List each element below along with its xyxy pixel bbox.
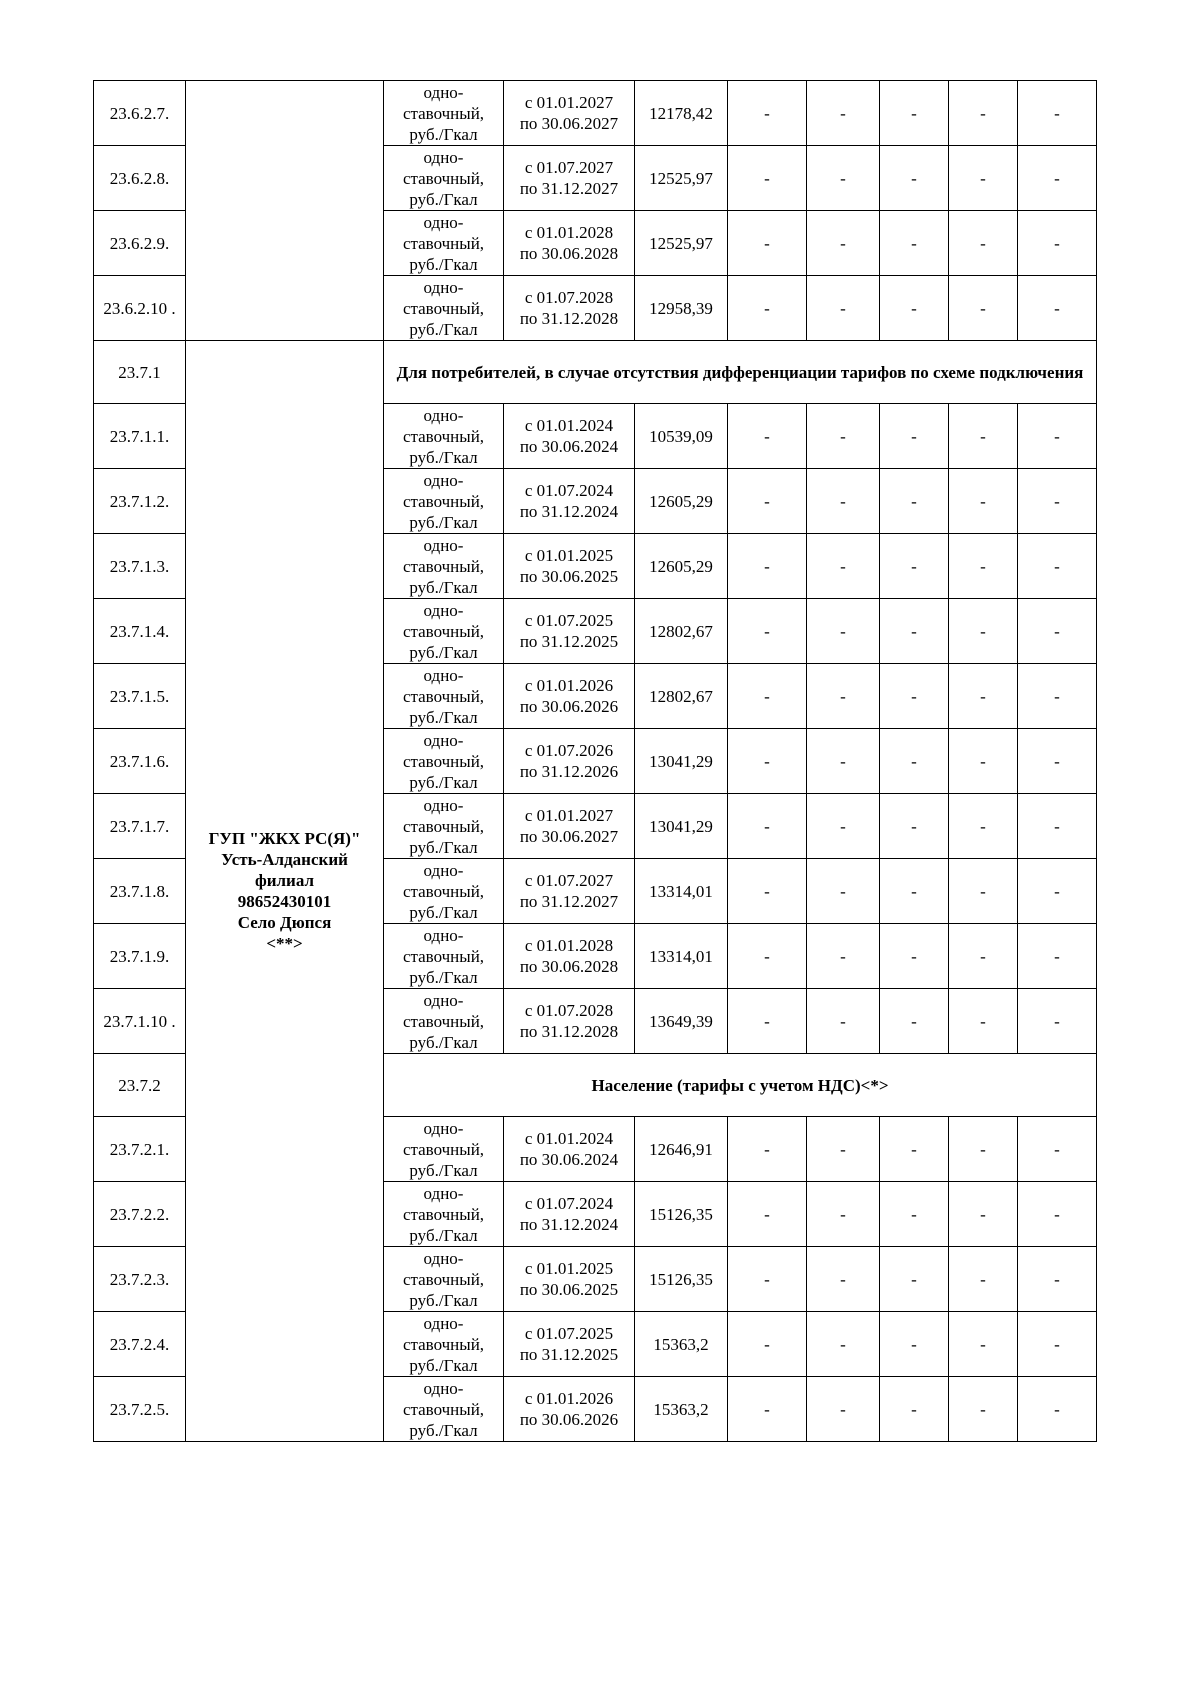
tariff-unit-line: ставочный, <box>402 1139 485 1159</box>
period-to: по 30.06.2025 <box>519 567 619 586</box>
tariff-value: 15126,35 <box>635 1247 728 1312</box>
tariff-unit <box>384 599 504 664</box>
tariff-unit-line: ставочный, <box>402 1334 485 1354</box>
empty-value-dash: - <box>1018 794 1097 859</box>
tariff-unit-line: одно- <box>423 1118 464 1138</box>
tariff-unit-line: ставочный, <box>402 298 485 318</box>
empty-value-dash: - <box>807 924 880 989</box>
empty-value-dash: - <box>728 146 807 211</box>
period-to: по 30.06.2025 <box>519 1280 619 1299</box>
tariff-unit-line: одно- <box>423 535 464 555</box>
tariff-unit-line: ставочный, <box>402 103 485 123</box>
tariff-unit-line: ставочный, <box>402 1269 485 1289</box>
period <box>504 794 635 859</box>
tariff-unit-line: одно- <box>423 470 464 490</box>
row-number: 23.7.1.4. <box>94 599 186 664</box>
tariff-unit-line: руб./Гкал <box>409 967 478 987</box>
tariff-value: 12646,91 <box>635 1117 728 1182</box>
empty-value-dash: - <box>728 211 807 276</box>
period-from: с 01.07.2027 <box>524 871 614 890</box>
empty-value-dash: - <box>1018 146 1097 211</box>
row-number: 23.6.2.8. <box>94 146 186 211</box>
empty-value-dash: - <box>949 469 1018 534</box>
row-number: 23.7.2.2. <box>94 1182 186 1247</box>
tariff-unit <box>384 1117 504 1182</box>
tariff-unit-line: одно- <box>423 665 464 685</box>
empty-value-dash: - <box>880 1312 949 1377</box>
tariff-unit-line: руб./Гкал <box>409 772 478 792</box>
tariff-value: 12605,29 <box>635 469 728 534</box>
empty-value-dash: - <box>807 534 880 599</box>
row-number: 23.7.1 <box>94 341 186 404</box>
period <box>504 81 635 146</box>
tariff-unit-line: ставочный, <box>402 881 485 901</box>
empty-value-dash: - <box>949 1247 1018 1312</box>
empty-value-dash: - <box>880 599 949 664</box>
period-to: по 30.06.2027 <box>519 827 619 846</box>
empty-value-dash: - <box>728 599 807 664</box>
empty-value-dash: - <box>1018 276 1097 341</box>
tariff-unit-line: ставочный, <box>402 946 485 966</box>
period <box>504 599 635 664</box>
empty-value-dash: - <box>1018 211 1097 276</box>
period-from: с 01.07.2025 <box>524 1324 614 1343</box>
tariff-unit-line: одно- <box>423 1248 464 1268</box>
organization-line: 98652430101 <box>237 892 332 911</box>
period <box>504 469 635 534</box>
period-to: по 31.12.2025 <box>519 632 619 651</box>
tariff-unit-line: ставочный, <box>402 1011 485 1031</box>
tariff-unit-line: одно- <box>423 1313 464 1333</box>
tariff-unit <box>384 81 504 146</box>
empty-value-dash: - <box>728 794 807 859</box>
tariff-unit-line: одно- <box>423 600 464 620</box>
empty-value-dash: - <box>728 404 807 469</box>
tariff-unit-line: ставочный, <box>402 233 485 253</box>
period-to: по 31.12.2026 <box>519 762 619 781</box>
tariff-unit-line: ставочный, <box>402 426 485 446</box>
tariff-unit-line: одно- <box>423 212 464 232</box>
tariff-unit-line: руб./Гкал <box>409 707 478 727</box>
organization-line: ГУП "ЖКХ РС(Я)" <box>208 829 361 848</box>
empty-value-dash: - <box>728 989 807 1054</box>
empty-value-dash: - <box>1018 534 1097 599</box>
tariff-value: 12525,97 <box>635 211 728 276</box>
tariff-unit-line: руб./Гкал <box>409 254 478 274</box>
empty-value-dash: - <box>1018 924 1097 989</box>
empty-value-dash: - <box>949 81 1018 146</box>
empty-value-dash: - <box>728 534 807 599</box>
row-number: 23.7.2.1. <box>94 1117 186 1182</box>
period-from: с 01.01.2028 <box>524 936 614 955</box>
empty-value-dash: - <box>880 404 949 469</box>
empty-value-dash: - <box>949 729 1018 794</box>
empty-value-dash: - <box>880 989 949 1054</box>
empty-value-dash: - <box>1018 599 1097 664</box>
organization-line: Село Дюпся <box>237 913 332 932</box>
period-to: по 31.12.2028 <box>519 309 619 328</box>
tariff-value: 12802,67 <box>635 664 728 729</box>
empty-value-dash: - <box>807 469 880 534</box>
tariff-unit <box>384 1182 504 1247</box>
empty-value-dash: - <box>807 599 880 664</box>
row-number: 23.7.1.10 . <box>94 989 186 1054</box>
empty-value-dash: - <box>1018 1312 1097 1377</box>
empty-value-dash: - <box>949 1117 1018 1182</box>
empty-value-dash: - <box>728 1247 807 1312</box>
tariff-value: 12178,42 <box>635 81 728 146</box>
empty-value-dash: - <box>728 859 807 924</box>
row-number: 23.7.2 <box>94 1054 186 1117</box>
period-to: по 31.12.2024 <box>519 502 619 521</box>
tariff-unit-line: руб./Гкал <box>409 124 478 144</box>
empty-value-dash: - <box>880 664 949 729</box>
tariff-unit <box>384 1312 504 1377</box>
section-title: Население (тарифы с учетом НДС)<*> <box>384 1054 1097 1117</box>
period <box>504 1312 635 1377</box>
period-from: с 01.07.2026 <box>524 741 614 760</box>
tariff-value: 15363,2 <box>635 1312 728 1377</box>
empty-value-dash: - <box>949 211 1018 276</box>
period-from: с 01.01.2026 <box>524 676 614 695</box>
tariff-unit-line: руб./Гкал <box>409 577 478 597</box>
row-number: 23.7.2.4. <box>94 1312 186 1377</box>
empty-value-dash: - <box>880 81 949 146</box>
tariff-unit <box>384 859 504 924</box>
tariff-unit-line: ставочный, <box>402 556 485 576</box>
tariff-unit-line: ставочный, <box>402 1399 485 1419</box>
period-from: с 01.07.2027 <box>524 158 614 177</box>
empty-value-dash: - <box>728 276 807 341</box>
empty-value-dash: - <box>728 469 807 534</box>
period <box>504 1117 635 1182</box>
period-to: по 30.06.2026 <box>519 1410 619 1429</box>
period-to: по 30.06.2027 <box>519 114 619 133</box>
empty-value-dash: - <box>807 1377 880 1442</box>
empty-value-dash: - <box>807 729 880 794</box>
empty-value-dash: - <box>949 1377 1018 1442</box>
empty-value-dash: - <box>807 211 880 276</box>
period <box>504 1377 635 1442</box>
organization-cell <box>186 341 384 1442</box>
period-from: с 01.07.2028 <box>524 288 614 307</box>
tariff-unit-line: ставочный, <box>402 686 485 706</box>
period <box>504 211 635 276</box>
empty-value-dash: - <box>807 404 880 469</box>
row-number: 23.6.2.7. <box>94 81 186 146</box>
row-number: 23.7.1.2. <box>94 469 186 534</box>
period-from: с 01.01.2024 <box>524 416 614 435</box>
period-from: с 01.01.2025 <box>524 546 614 565</box>
period-to: по 31.12.2024 <box>519 1215 619 1234</box>
tariff-unit-line: руб./Гкал <box>409 1225 478 1245</box>
tariff-value: 10539,09 <box>635 404 728 469</box>
tariff-unit-line: одно- <box>423 405 464 425</box>
tariff-unit-line: руб./Гкал <box>409 512 478 532</box>
empty-value-dash: - <box>949 989 1018 1054</box>
period <box>504 534 635 599</box>
tariff-unit-line: одно- <box>423 277 464 297</box>
empty-value-dash: - <box>807 989 880 1054</box>
period <box>504 989 635 1054</box>
empty-value-dash: - <box>949 664 1018 729</box>
tariff-value: 13041,29 <box>635 794 728 859</box>
tariff-unit-line: ставочный, <box>402 751 485 771</box>
tariff-unit-line: руб./Гкал <box>409 1032 478 1052</box>
tariff-unit-line: руб./Гкал <box>409 642 478 662</box>
period <box>504 729 635 794</box>
table-row <box>94 81 1097 146</box>
empty-value-dash: - <box>807 859 880 924</box>
empty-value-dash: - <box>949 1312 1018 1377</box>
period-to: по 31.12.2028 <box>519 1022 619 1041</box>
empty-value-dash: - <box>728 1312 807 1377</box>
tariff-unit <box>384 664 504 729</box>
tariff-unit-line: руб./Гкал <box>409 189 478 209</box>
row-number: 23.7.1.8. <box>94 859 186 924</box>
tariff-unit-line: одно- <box>423 925 464 945</box>
tariff-unit <box>384 211 504 276</box>
period-to: по 30.06.2028 <box>519 244 619 263</box>
tariff-unit-line: одно- <box>423 82 464 102</box>
tariff-unit <box>384 729 504 794</box>
empty-value-dash: - <box>880 1247 949 1312</box>
empty-value-dash: - <box>807 1182 880 1247</box>
tariff-table <box>93 80 1097 1442</box>
tariff-unit-line: руб./Гкал <box>409 319 478 339</box>
tariff-unit <box>384 534 504 599</box>
row-number: 23.7.1.7. <box>94 794 186 859</box>
empty-value-dash: - <box>949 859 1018 924</box>
tariff-unit-line: ставочный, <box>402 816 485 836</box>
row-number: 23.7.1.3. <box>94 534 186 599</box>
row-number: 23.7.1.6. <box>94 729 186 794</box>
period-from: с 01.01.2025 <box>524 1259 614 1278</box>
empty-value-dash: - <box>728 1377 807 1442</box>
tariff-unit-line: одно- <box>423 730 464 750</box>
tariff-unit-line: руб./Гкал <box>409 1355 478 1375</box>
tariff-unit-line: руб./Гкал <box>409 1160 478 1180</box>
empty-value-dash: - <box>880 1182 949 1247</box>
tariff-value: 15363,2 <box>635 1377 728 1442</box>
row-number: 23.6.2.10 . <box>94 276 186 341</box>
tariff-unit <box>384 1247 504 1312</box>
empty-value-dash: - <box>807 146 880 211</box>
empty-value-dash: - <box>949 146 1018 211</box>
empty-value-dash: - <box>880 794 949 859</box>
empty-value-dash: - <box>949 794 1018 859</box>
period-to: по 31.12.2027 <box>519 892 619 911</box>
empty-value-dash: - <box>807 1312 880 1377</box>
section-title: Для потребителей, в случае отсутствия дифференциации тарифов по схеме подключения <box>384 341 1097 404</box>
tariff-unit <box>384 146 504 211</box>
tariff-table-body <box>94 81 1097 1442</box>
tariff-unit <box>384 989 504 1054</box>
tariff-unit-line: одно- <box>423 1378 464 1398</box>
period-from: с 01.01.2027 <box>524 93 614 112</box>
period-to: по 30.06.2024 <box>519 437 619 456</box>
period <box>504 924 635 989</box>
empty-value-dash: - <box>807 81 880 146</box>
empty-value-dash: - <box>880 276 949 341</box>
period-to: по 30.06.2026 <box>519 697 619 716</box>
empty-value-dash: - <box>949 599 1018 664</box>
empty-value-dash: - <box>807 276 880 341</box>
period-to: по 30.06.2028 <box>519 957 619 976</box>
period <box>504 1247 635 1312</box>
empty-value-dash: - <box>880 211 949 276</box>
tariff-value: 15126,35 <box>635 1182 728 1247</box>
period-from: с 01.07.2025 <box>524 611 614 630</box>
empty-value-dash: - <box>1018 1377 1097 1442</box>
period-from: с 01.07.2024 <box>524 1194 614 1213</box>
tariff-value: 12605,29 <box>635 534 728 599</box>
tariff-value: 13314,01 <box>635 924 728 989</box>
tariff-value: 12525,97 <box>635 146 728 211</box>
tariff-unit <box>384 794 504 859</box>
empty-value-dash: - <box>1018 81 1097 146</box>
empty-value-dash: - <box>1018 1247 1097 1312</box>
period-from: с 01.01.2026 <box>524 1389 614 1408</box>
period-from: с 01.01.2028 <box>524 223 614 242</box>
tariff-unit-line: ставочный, <box>402 621 485 641</box>
empty-value-dash: - <box>880 469 949 534</box>
period <box>504 404 635 469</box>
empty-value-dash: - <box>728 924 807 989</box>
empty-value-dash: - <box>949 924 1018 989</box>
period-from: с 01.01.2027 <box>524 806 614 825</box>
empty-value-dash: - <box>1018 989 1097 1054</box>
empty-value-dash: - <box>728 1182 807 1247</box>
period <box>504 276 635 341</box>
tariff-value: 13314,01 <box>635 859 728 924</box>
organization-line: филиал <box>254 871 315 890</box>
period-to: по 31.12.2025 <box>519 1345 619 1364</box>
empty-value-dash: - <box>1018 1182 1097 1247</box>
tariff-value: 13649,39 <box>635 989 728 1054</box>
empty-value-dash: - <box>949 404 1018 469</box>
period-from: с 01.01.2024 <box>524 1129 614 1148</box>
empty-value-dash: - <box>880 146 949 211</box>
empty-value-dash: - <box>880 924 949 989</box>
period-from: с 01.07.2028 <box>524 1001 614 1020</box>
period-from: с 01.07.2024 <box>524 481 614 500</box>
empty-value-dash: - <box>949 534 1018 599</box>
tariff-value: 12802,67 <box>635 599 728 664</box>
tariff-unit-line: руб./Гкал <box>409 447 478 467</box>
tariff-unit <box>384 404 504 469</box>
organization-line: <**> <box>266 934 303 953</box>
period <box>504 859 635 924</box>
row-number: 23.7.1.5. <box>94 664 186 729</box>
period <box>504 664 635 729</box>
empty-value-dash: - <box>1018 469 1097 534</box>
tariff-unit-line: руб./Гкал <box>409 837 478 857</box>
row-number: 23.7.2.3. <box>94 1247 186 1312</box>
tariff-unit-line: ставочный, <box>402 491 485 511</box>
tariff-value: 13041,29 <box>635 729 728 794</box>
tariff-unit-line: руб./Гкал <box>409 902 478 922</box>
period <box>504 146 635 211</box>
empty-value-dash: - <box>880 1377 949 1442</box>
tariff-unit <box>384 924 504 989</box>
empty-value-dash: - <box>807 794 880 859</box>
empty-value-dash: - <box>1018 1117 1097 1182</box>
row-number: 23.7.1.1. <box>94 404 186 469</box>
tariff-unit-line: одно- <box>423 795 464 815</box>
organization-line: Усть-Алданский <box>221 850 348 869</box>
tariff-unit-line: руб./Гкал <box>409 1420 478 1440</box>
empty-value-dash: - <box>880 1117 949 1182</box>
empty-value-dash: - <box>949 1182 1018 1247</box>
section-row <box>94 341 1097 404</box>
tariff-unit <box>384 469 504 534</box>
tariff-unit-line: одно- <box>423 990 464 1010</box>
empty-value-dash: - <box>728 1117 807 1182</box>
period-to: по 30.06.2024 <box>519 1150 619 1169</box>
tariff-value: 12958,39 <box>635 276 728 341</box>
empty-value-dash: - <box>807 1117 880 1182</box>
empty-value-dash: - <box>1018 664 1097 729</box>
empty-value-dash: - <box>1018 859 1097 924</box>
tariff-unit-line: одно- <box>423 147 464 167</box>
period-to: по 31.12.2027 <box>519 179 619 198</box>
tariff-unit-line: одно- <box>423 1183 464 1203</box>
empty-value-dash: - <box>728 729 807 794</box>
tariff-unit-line: одно- <box>423 860 464 880</box>
empty-value-dash: - <box>949 276 1018 341</box>
tariff-unit <box>384 1377 504 1442</box>
tariff-unit-line: ставочный, <box>402 1204 485 1224</box>
empty-value-dash: - <box>807 1247 880 1312</box>
tariff-unit-line: руб./Гкал <box>409 1290 478 1310</box>
empty-value-dash: - <box>807 664 880 729</box>
period <box>504 1182 635 1247</box>
row-number: 23.6.2.9. <box>94 211 186 276</box>
empty-value-dash: - <box>1018 729 1097 794</box>
organization-cell-empty <box>186 81 384 341</box>
empty-value-dash: - <box>880 859 949 924</box>
row-number: 23.7.2.5. <box>94 1377 186 1442</box>
empty-value-dash: - <box>728 81 807 146</box>
empty-value-dash: - <box>880 729 949 794</box>
tariff-unit <box>384 276 504 341</box>
tariff-unit-line: ставочный, <box>402 168 485 188</box>
empty-value-dash: - <box>1018 404 1097 469</box>
empty-value-dash: - <box>880 534 949 599</box>
row-number: 23.7.1.9. <box>94 924 186 989</box>
empty-value-dash: - <box>728 664 807 729</box>
